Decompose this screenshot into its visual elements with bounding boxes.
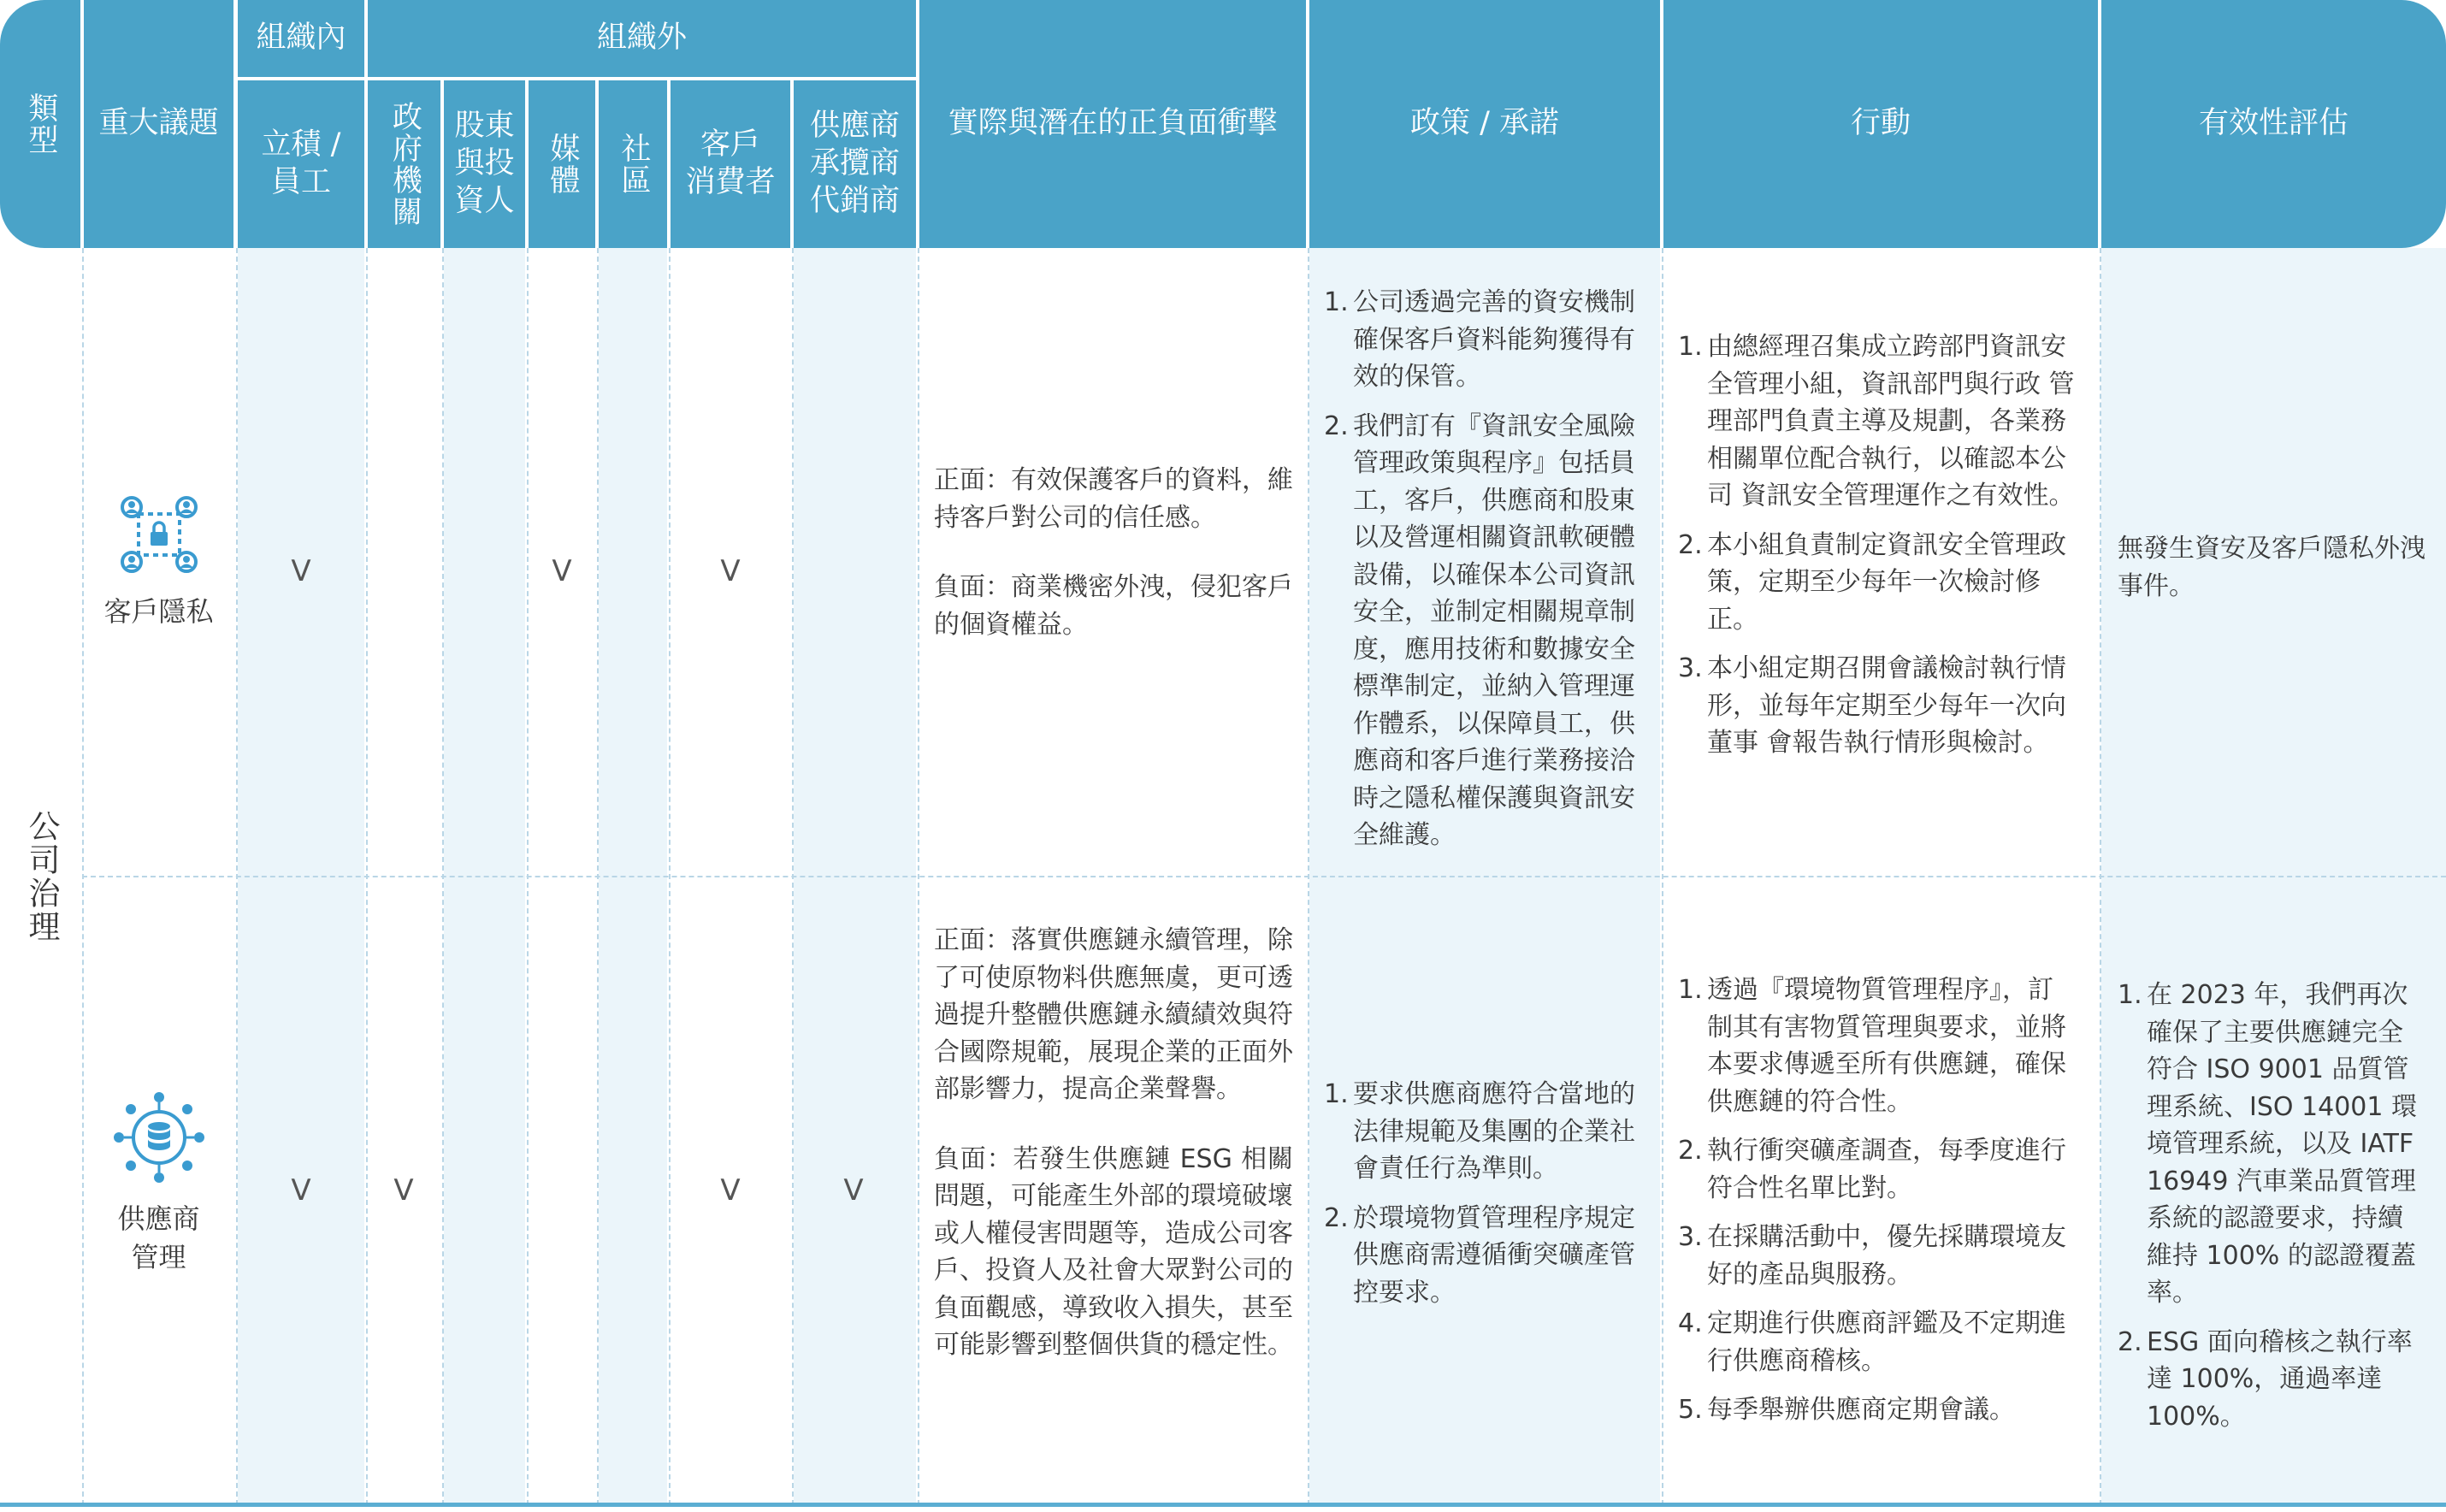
header-policy: 政策 / 承諾 xyxy=(1309,0,1660,248)
action-cell xyxy=(1678,972,2078,1441)
header-suppliers: 供應商 承攬商 代銷商 xyxy=(794,80,916,248)
policy-cell xyxy=(1324,1076,1649,1323)
header-government: 政府機關 xyxy=(368,80,440,248)
policy-item: 1. 公司透過完善的資安機制確保客戶資料能夠獲得有效的保管。 xyxy=(1324,287,1635,392)
policy-item: 2. 於環境物質管理程序規定供應商需遵循衝突礦產管控要求。 xyxy=(1324,1202,1635,1308)
action-item: 3. 本小組定期召開會議檢討執行情形，並每年定期至少每年一次向董事 會報告執行情形與檢討。 xyxy=(1678,653,2066,758)
bottom-rule xyxy=(0,1503,2446,1507)
header-topic: 重大議題 xyxy=(84,0,233,248)
header-employees: 立積 / 員工 xyxy=(238,80,364,248)
evaluation-item: 1. 在 2023 年，我們再次確保了主要供應鏈完全符合 ISO 9001 品質管理系統、ISO 14001 環境管理系統，以及 IATF 16949 汽車業品質管理系統的認證要求，持續維持 100% 的認證覆蓋率。 xyxy=(2118,980,2418,1308)
topic-supplier-management xyxy=(84,1090,233,1277)
mark-customers: V xyxy=(720,1173,741,1208)
header-outside: 組織外 xyxy=(368,0,916,77)
mark-suppliers: V xyxy=(843,1173,864,1208)
action-item: 1. 由總經理召集成立跨部門資訊安全管理小組，資訊部門與行政 管理部門負責主導及規劃，各業務相關單位配合執行，以確認本公司 資訊安全管理運作之有效性。 xyxy=(1678,332,2075,511)
topic-label: 客戶隱私 xyxy=(103,595,214,628)
action-item: 1. 透過『環境物質管理程序』，訂制其有害物質管理與要求，並將本要求傳遞至所有供應鏈，確保供應鏈的符合性。 xyxy=(1678,975,2066,1117)
row-divider xyxy=(82,876,2446,877)
privacy-network-icon xyxy=(116,492,202,577)
evaluation-cell xyxy=(2118,530,2425,605)
impact-positive: 正面：有效保護客戶的資料，維持客戶對公司的信任感。 xyxy=(934,465,1293,533)
header-inside: 組織內 xyxy=(238,0,364,77)
impact-cell xyxy=(934,462,1293,643)
policy-cell xyxy=(1324,284,1649,866)
header-evaluation: 有效性評估 xyxy=(2101,0,2446,248)
impact-cell xyxy=(934,922,1293,1364)
action-cell xyxy=(1678,328,2078,774)
header-impact: 實際與潛在的正負面衝擊 xyxy=(919,0,1306,248)
impact-positive: 正面：落實供應鏈永續管理，除了可使原物料供應無虞，更可透過提升整體供應鏈永續績效與符合國際規範，展現企業的正面外部影響力，提高企業聲譽。 xyxy=(934,925,1293,1104)
impact-negative: 負面：商業機密外洩，侵犯客戶的個資權益。 xyxy=(934,572,1293,640)
evaluation-item: 2. ESG 面向稽核之執行率達 100%，通過率達 100%。 xyxy=(2118,1326,2413,1432)
header-action: 行動 xyxy=(1663,0,2098,248)
topic-customer-privacy xyxy=(84,492,233,631)
header-shareholders: 股東 與投 資人 xyxy=(444,80,525,248)
header-community: 社區 xyxy=(599,80,667,248)
action-item: 2. 執行衝突礦產調查，每季度進行符合性名單比對。 xyxy=(1678,1136,2066,1203)
evaluation-cell xyxy=(2118,977,2425,1447)
evaluation-text: 無發生資安及客戶隱私外洩事件。 xyxy=(2118,534,2425,601)
policy-item: 1. 要求供應商應符合當地的法律規範及集團的企業社會責任行為準則。 xyxy=(1324,1079,1635,1184)
category-label: 公司治理 xyxy=(23,810,60,943)
header-customers: 客戶 消費者 xyxy=(671,80,790,248)
action-item: 4. 定期進行供應商評鑑及不定期進行供應商稽核。 xyxy=(1678,1308,2066,1376)
mark-government: V xyxy=(393,1173,414,1208)
mark-customers: V xyxy=(720,554,741,588)
header-media: 媒體 xyxy=(529,80,595,248)
mark-employees: V xyxy=(291,554,311,588)
action-item: 2. 本小組負責制定資訊安全管理政策，定期至少每年一次檢討修正。 xyxy=(1678,529,2066,635)
impact-negative: 負面：若發生供應鏈 ESG 相關問題，可能產生外部的環境破壞或人權侵害問題等，造成公司客戶、投資人及社會大眾對公司的負面觀感，導致收入損失，甚至可能影響到整個供貨的穩定性。 xyxy=(934,1143,1293,1360)
topic-label: 供應商 管理 xyxy=(117,1202,200,1273)
mark-employees: V xyxy=(291,1173,311,1208)
action-item: 3. 在採購活動中，優先採購環境友好的產品與服務。 xyxy=(1678,1222,2066,1290)
action-item: 5. 每季舉辦供應商定期會議。 xyxy=(1678,1395,2015,1425)
supplier-network-icon xyxy=(112,1090,206,1184)
policy-item: 2. 我們訂有『資訊安全風險管理政策與程序』包括員工，客戶，供應商和股東以及營運相關資訊軟硬體設備，以確保本公司資訊安全，並制定相關規章制度，應用技術和數據安全標準制定，並納入管理運作體系，以保障員工，供應商和客戶進行業務接洽時之隱私權保護與資訊安全維護。 xyxy=(1324,410,1635,850)
header-category: 類型 xyxy=(0,0,80,248)
mark-media: V xyxy=(552,554,572,588)
